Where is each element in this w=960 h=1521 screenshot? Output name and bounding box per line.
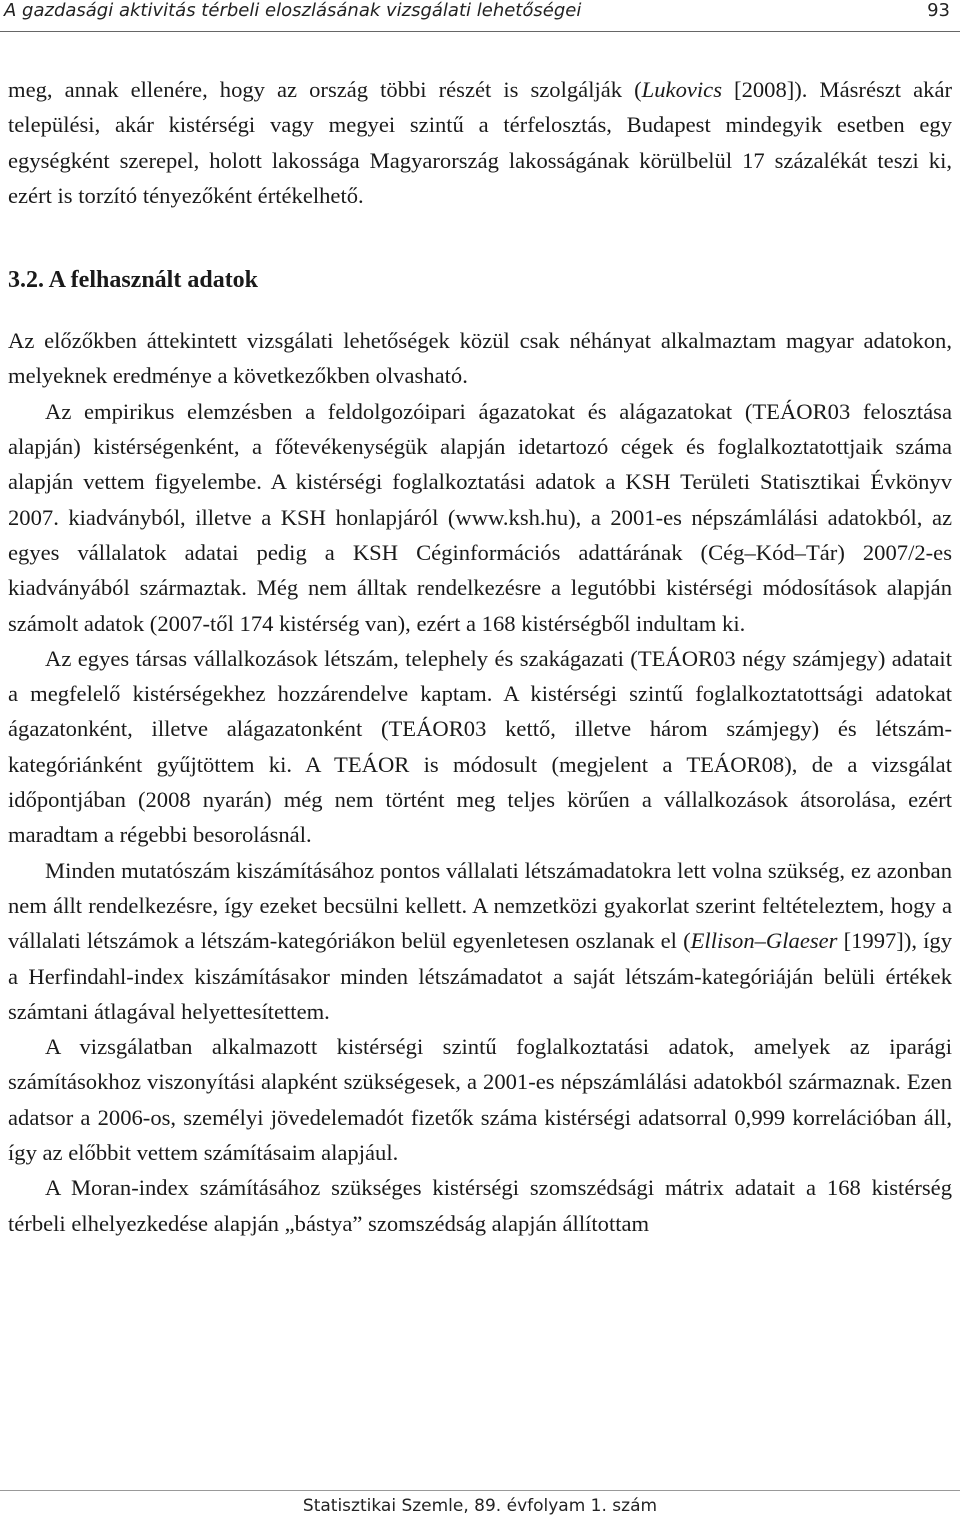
- intro-paragraph: [8, 72, 952, 213]
- intro-line-1: meg, annak ellenére, hogy az ország többi részét is szolgálják: [8, 77, 623, 102]
- page-body: [8, 72, 952, 1241]
- paragraph-4-part-b: [1997]), így a Herfindahl-index kiszámításakor minden létszámadatot a saját létszám-kategóriáján belüli értékek számtani átlagával helyettesítettem.: [8, 928, 952, 1024]
- intro-paren: (: [634, 77, 642, 102]
- citation-ellison-glaeser: Ellison–Glaeser: [690, 928, 838, 954]
- intro-rest: [2008]). Másrészt akár települési, akár kistérségi vagy megyei szintű a térfelosztás, Budapest mindegyik esetben egy egységként szerepel, holott lakossága Magyarország lakosságának körülbelül 17 százalékát teszi ki, ezért is torzító tényezőként értékelhető.: [8, 77, 952, 208]
- paragraph-1: Az előzőkben áttekintett vizsgálati lehetőségek közül csak néhányat alkalmaztam magyar adatokon, melyeknek eredménye a következőkben olvasható.: [8, 328, 952, 389]
- paragraph-6: A Moran-index számításához szükséges kistérségi szomszédsági mátrix adatait a 168 kistérség térbeli elhelyezkedése alapján „bástya” szomszédság alapján állítottam: [8, 1175, 952, 1236]
- paragraph-3: Az egyes társas vállalkozások létszám, telephely és szakágazati (TEÁOR03 négy számjegy) adatait a megfelelő kistérségekhez hozzárendelve kaptam. A kistérségi szintű foglalkoztatottsági adatokat ágazatonként, illetve alágazatonként (TEÁOR03 kettő, illetve három számjegy) és létszám-kategóriánként gyűjtöttem ki. A TEÁOR is módosult (megjelent a TEÁOR08), de a vizsgálat időpontjában (2008 nyarán) még nem történt meg teljes körűen a vállalkozások átsorolása, ezért maradtam a régebbi besorolásnál.: [8, 645, 952, 848]
- journal-footer: Statisztikai Szemle, 89. évfolyam 1. szám: [302, 1496, 658, 1516]
- running-header: [0, 0, 960, 40]
- page-number: 93: [927, 0, 950, 21]
- paragraph-5: A vizsgálatban alkalmazott kistérségi szintű foglalkoztatási adatok, amelyek az iparági számításokhoz viszonyítási alapként szükségesek, a 2001-es népszámlálási adatokból származnak. Ezen adatsor a 2006-os, személyi jövedelemadót fizetők száma kistérségi adatsorral 0,999 korrelációban áll, így az előbbit vettem számításaim alapjául.: [8, 1034, 952, 1166]
- citation-lukovics: Lukovics: [641, 77, 722, 102]
- footer-rule: [0, 1490, 960, 1491]
- running-header-title: A gazdasági aktivitás térbeli eloszlásának vizsgálati lehetőségei: [4, 0, 582, 21]
- header-rule: [0, 31, 960, 32]
- paragraph-2: Az empirikus elemzésben a feldolgozóipari ágazatokat és alágazatokat (TEÁOR03 felosztása alapján) kistérségenként, a főtevékenységük alapján idetartozó cégek és foglalkoztatottjaik száma alapján vettem figyelembe. A kistérségi foglalkoztatási adatok a KSH Területi Statisztikai Évkönyv 2007. kiadványból, illetve a KSH honlapjáról (www.ksh.hu), a 2001-es népszámlálási adatokból, az egyes vállalatok adatai pedig a KSH Céginformációs adattárának (Cég–Kód–Tár) 2007/2-es kiadványából származtak. Még nem álltak rendelkezésre a legutóbbi kistérségi módosítások alapján számolt adatok (2007-től 174 kistérség van), ezért a 168 kistérségből indultam ki.: [8, 398, 952, 636]
- paragraph-4: [8, 853, 952, 1029]
- section-heading: 3.2. A felhasznált adatok: [8, 267, 259, 294]
- paragraph-4-part-a: Minden mutatószám kiszámításához pontos vállalati létszámadatokra lett volna szükség, ez azonban nem állt rendelkezésre, így ezeket becsülni kellett. A nemzetközi gyakorlat szerint feltételeztem, hogy a vállalati létszámok a létszám-kategóriákon belül egyenletesen oszlanak el (: [8, 857, 952, 954]
